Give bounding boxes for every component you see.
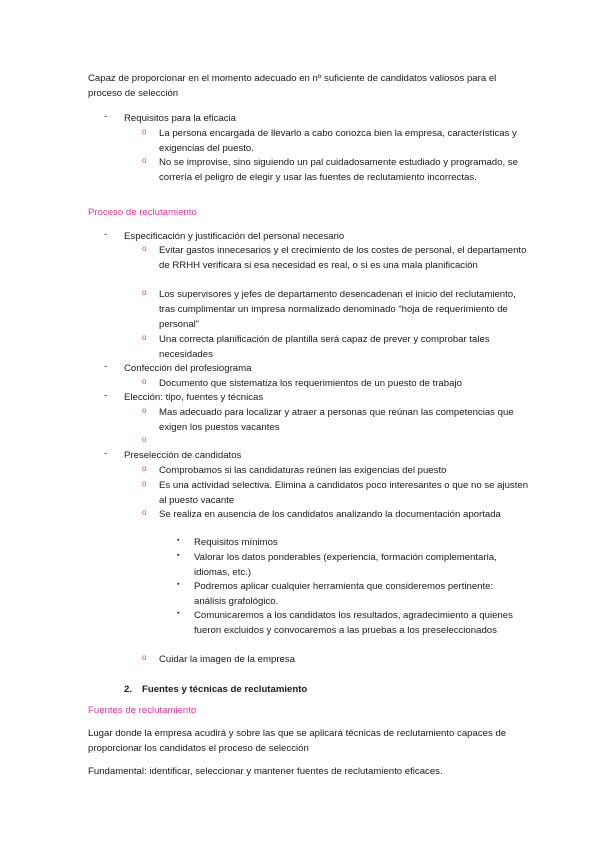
circle-bullet: o (142, 333, 147, 342)
list-item: Podremos aplicar cualquier herramienta que consideremos pertinente: análisis grafológico. (194, 581, 494, 607)
list-item: Documento que sistematiza los requerimientos de un puesto de trabajo (159, 378, 462, 389)
circle-bullet: o (142, 156, 147, 165)
dash-bullet: - (104, 229, 108, 240)
dash-bullet: - (104, 111, 108, 122)
list-item: Valorar los datos ponderables (experiencia, formación complementaria, idiomas, etc.) (194, 552, 497, 578)
section-title: Fuentes y técnicas de reclutamiento (142, 684, 308, 695)
list-item: Comunicaremos a los candidatos los resultados, agradecimiento a quienes fueron excluidos y convocaremos a las pruebas a los preseleccionados (194, 610, 513, 636)
square-bullet: ▪ (177, 581, 180, 588)
circle-bullet: o (142, 464, 147, 473)
circle-bullet: o (142, 377, 147, 386)
list-item: Preselección de candidatos (124, 450, 242, 461)
circle-bullet: o (142, 479, 147, 488)
list-item: Elección: tipo, fuentes y técnicas (124, 392, 264, 403)
intro-paragraph: Capaz de proporcionar en el momento adecuado en nº suficiente de candidatos valiosos para el proceso de selección (88, 73, 497, 99)
circle-bullet: o (142, 244, 147, 253)
square-bullet: ▪ (177, 537, 180, 544)
paragraph: Lugar donde la empresa acudirá y sobre las que se aplicará técnicas de reclutamiento capaces de proporcionar los candidatos el proceso de selección (88, 728, 507, 754)
list-item: Requisitos para la eficacia (124, 113, 236, 124)
list-item: Evitar gastos innecesarios y el crecimiento de los costes de personal, el departamento de RRHH verificara si esa necesidad es real, o si es una mala planificación (159, 245, 527, 271)
list-item: No se improvise, sino siguiendo un pal cuidadosamente estudiado y programado, se correría el peligro de elegir y usar las fuentes de reclutamiento incorrectas. (159, 157, 518, 183)
list-item: Confección del profesiograma (124, 363, 252, 374)
circle-bullet: o (142, 406, 147, 415)
circle-bullet: o (142, 508, 147, 517)
section-heading: Proceso de reclutamiento (88, 207, 197, 218)
dash-bullet: - (104, 448, 108, 459)
list-item: Especificación y justificación del personal necesario (124, 231, 345, 242)
list-item: Comprobamos si las candidaturas reúnen las exigencias del puesto (159, 465, 447, 476)
section-heading: Fuentes de reclutamiento (88, 705, 197, 716)
paragraph: Fundamental: identificar, seleccionar y mantener fuentes de reclutamiento eficaces. (88, 766, 443, 777)
list-item: Se realiza en ausencia de los candidatos analizando la documentación aportada (159, 509, 501, 520)
list-item: Cuidar la imagen de la empresa (159, 654, 295, 665)
list-item: La persona encargada de llevarlo a cabo conozca bien la empresa, características y exigencias del puesto. (159, 128, 517, 154)
list-item: Los supervisores y jefes de departamento desencadenan el inicio del reclutamiento, tras cumplimentar un impresa normalizado denominado “hoja de requerimiento de personal” (159, 289, 516, 330)
list-item: Mas adecuado para localizar y atraer a personas que reúnan las competencias que exigen los puestos vacantes (159, 407, 514, 433)
list-item: Una correcta planificación de plantilla será capaz de prever y comprobar tales necesidades (159, 334, 490, 360)
dash-bullet: - (104, 361, 108, 372)
square-bullet: ▪ (177, 610, 180, 617)
list-item: Es una actividad selectiva. Elimina a candidatos poco interesantes o que no se ajusten al puesto vacante (159, 480, 529, 506)
section-number: 2. (124, 684, 133, 695)
circle-bullet: o (142, 288, 147, 297)
dash-bullet: - (104, 390, 108, 401)
circle-bullet: o (142, 653, 147, 662)
circle-bullet: o (142, 435, 147, 444)
circle-bullet: o (142, 127, 147, 136)
square-bullet: ▪ (177, 552, 180, 559)
list-item: Requisitos mínimos (194, 537, 278, 548)
